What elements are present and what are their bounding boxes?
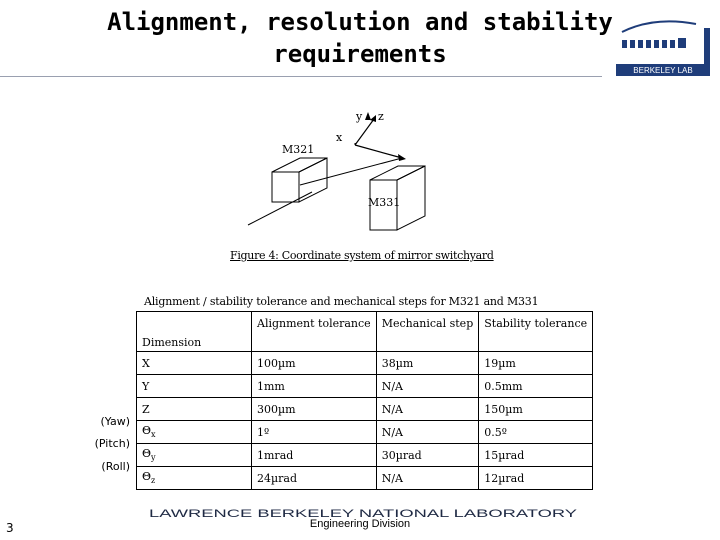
cell-mechanical: N/A <box>376 467 479 490</box>
lab-name-banner <box>148 508 578 518</box>
lab-name-text: LAWRENCE BERKELEY NATIONAL LABORATORY <box>149 508 578 518</box>
header-mechanical: Mechanical step <box>376 312 479 352</box>
header-dimension: Dimension <box>137 312 252 352</box>
x-axis-arrow <box>398 154 406 161</box>
header-alignment: Alignment tolerance <box>252 312 377 352</box>
logo-text: BERKELEY LAB <box>633 66 693 75</box>
mirror-m321-side <box>299 158 327 202</box>
cell-alignment: 300µm <box>252 398 377 421</box>
cell-mechanical: N/A <box>376 375 479 398</box>
table-row <box>137 398 593 421</box>
cell-stability: 150µm <box>479 398 593 421</box>
table-row <box>137 375 593 398</box>
table-row <box>137 421 593 444</box>
m331-label: M331 <box>368 196 401 209</box>
cell-mechanical: 38µm <box>376 352 479 375</box>
y-axis-label: y <box>356 110 363 123</box>
cell-stability: 19µm <box>479 352 593 375</box>
slide-title <box>60 6 660 70</box>
cell-alignment: 100µm <box>252 352 377 375</box>
cell-dimension: $\Theta_y$ <box>137 444 252 467</box>
berkeley-lab-logo <box>604 14 714 80</box>
m321-label: M321 <box>282 143 315 156</box>
cell-dimension: Y <box>137 375 252 398</box>
table-header-row <box>137 312 593 352</box>
z-axis-label: z <box>378 110 384 123</box>
coordinate-diagram <box>230 100 480 245</box>
cell-alignment: 1mrad <box>252 444 377 467</box>
row-label-yaw: (Yaw) <box>100 415 130 428</box>
cell-dimension: X <box>137 352 252 375</box>
cell-alignment: 1º <box>252 421 377 444</box>
cell-dimension: Z <box>137 398 252 421</box>
x-axis-line <box>355 145 402 158</box>
table-caption: Alignment / stability tolerance and mechanical steps for M321 and M331 <box>144 295 539 308</box>
cell-mechanical: N/A <box>376 421 479 444</box>
title-line-2: requirements <box>273 40 447 68</box>
title-line-1: Alignment, resolution and stability <box>107 8 613 36</box>
page-number: 3 <box>6 521 14 535</box>
row-label-pitch: (Pitch) <box>94 437 130 450</box>
division-name: Engineering Division <box>309 518 411 530</box>
row-label-roll: (Roll) <box>101 460 130 473</box>
cell-mechanical: N/A <box>376 398 479 421</box>
x-axis-label: x <box>336 131 343 144</box>
table-row <box>137 444 593 467</box>
cell-alignment: 24µrad <box>252 467 377 490</box>
mirror-m331-top <box>370 166 425 180</box>
cell-stability: 15µrad <box>479 444 593 467</box>
figure-caption: Figure 4: Coordinate system of mirror switchyard <box>230 249 494 262</box>
mirror-m321-front <box>272 172 299 202</box>
cell-mechanical: 30µrad <box>376 444 479 467</box>
cell-dimension: $\Theta_z$ <box>137 467 252 490</box>
cell-stability: 12µrad <box>479 467 593 490</box>
cell-alignment: 1mm <box>252 375 377 398</box>
title-divider <box>0 76 602 77</box>
mirror-m321-top <box>272 158 327 172</box>
requirements-table <box>136 311 593 490</box>
y-axis-arrow <box>365 112 371 120</box>
cell-stability: 0.5mm <box>479 375 593 398</box>
mirror-m331-side <box>397 166 425 230</box>
cell-dimension: $\Theta_x$ <box>137 421 252 444</box>
cell-stability: 0.5º <box>479 421 593 444</box>
z-axis-arrow <box>370 115 376 122</box>
table-row <box>137 352 593 375</box>
mirror-axis-line <box>248 192 312 225</box>
table-row <box>137 467 593 490</box>
header-stability: Stability tolerance <box>479 312 593 352</box>
